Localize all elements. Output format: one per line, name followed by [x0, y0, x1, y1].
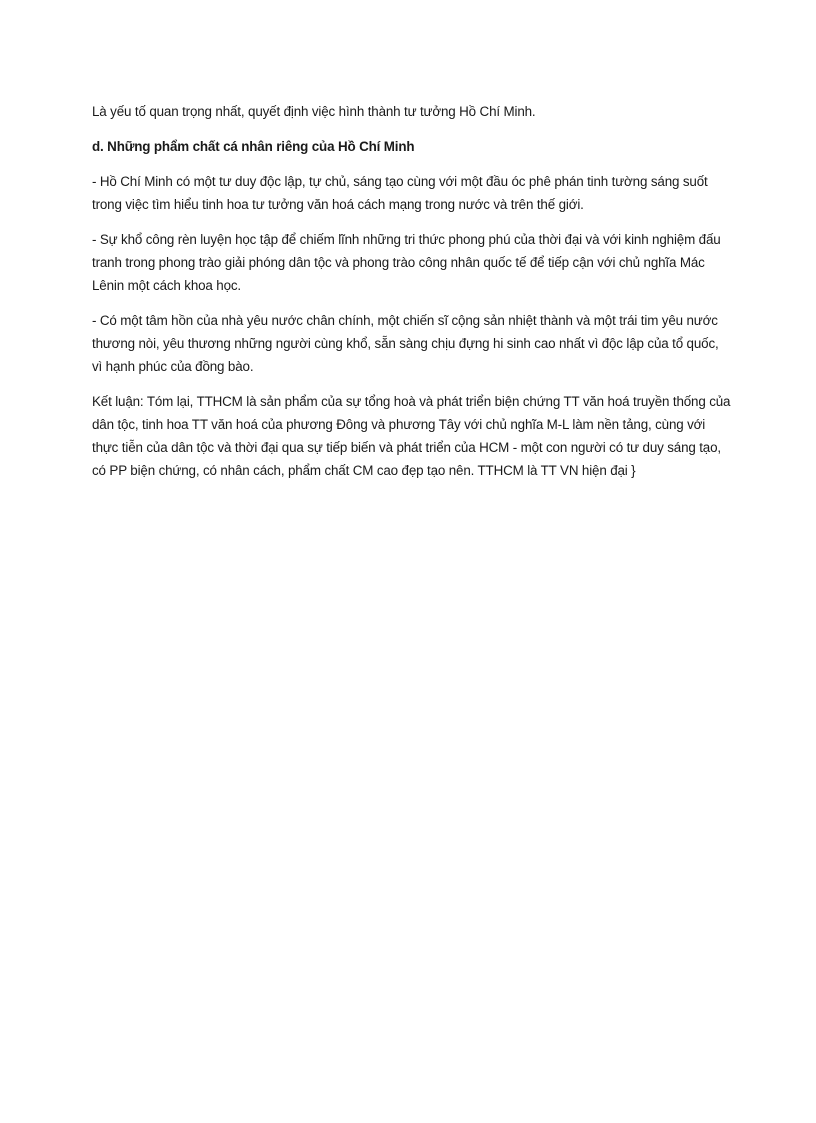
paragraph-diligent-study: - Sự khổ công rèn luyện học tập để chiếm lĩnh những tri thức phong phú của thời đại và với kinh nghiệm đấu tranh trong phong trào giải phóng dân tộc và phong trào công nhân quốc tế để tiếp cận với chủ nghĩa Mác Lênin một cách khoa học.: [92, 232, 721, 293]
intro-paragraph: Là yếu tố quan trọng nhất, quyết định việc hình thành tư tưởng Hồ Chí Minh.: [92, 104, 536, 119]
paragraph-independent-thinking: - Hồ Chí Minh có một tư duy độc lập, tự chủ, sáng tạo cùng với một đầu óc phê phán tinh tường sáng suốt trong việc tìm hiểu tinh hoa tư tưởng văn hoá cách mạng trong nước và trên thế giới.: [92, 174, 708, 212]
conclusion-paragraph: Kết luận: Tóm lại, TTHCM là sản phẩm của sự tổng hoà và phát triển biện chứng TT văn hoá truyền thống của dân tộc, tinh hoa TT văn hoá của phương Đông và phương Tây với chủ nghĩa M-L làm nền tảng, cùng với thực tiễn của dân tộc và thời đại qua sự tiếp biến và phát triển của HCM - một con người có tư duy sáng tạo, có PP biện chứng, có nhân cách, phẩm chất CM cao đẹp tạo nên. TTHCM là TT VN hiện đại }: [92, 394, 731, 478]
section-heading: d. Những phẩm chất cá nhân riêng của Hồ Chí Minh: [92, 139, 415, 154]
paragraph-patriotic-soul: - Có một tâm hồn của nhà yêu nước chân chính, một chiến sĩ cộng sản nhiệt thành và một trái tim yêu nước thương nòi, yêu thương những người cùng khổ, sẵn sàng chịu đựng hi sinh cao nhất vì độc lập của tổ quốc, vì hạnh phúc của đồng bào.: [92, 313, 719, 374]
document-body: [92, 100, 732, 494]
